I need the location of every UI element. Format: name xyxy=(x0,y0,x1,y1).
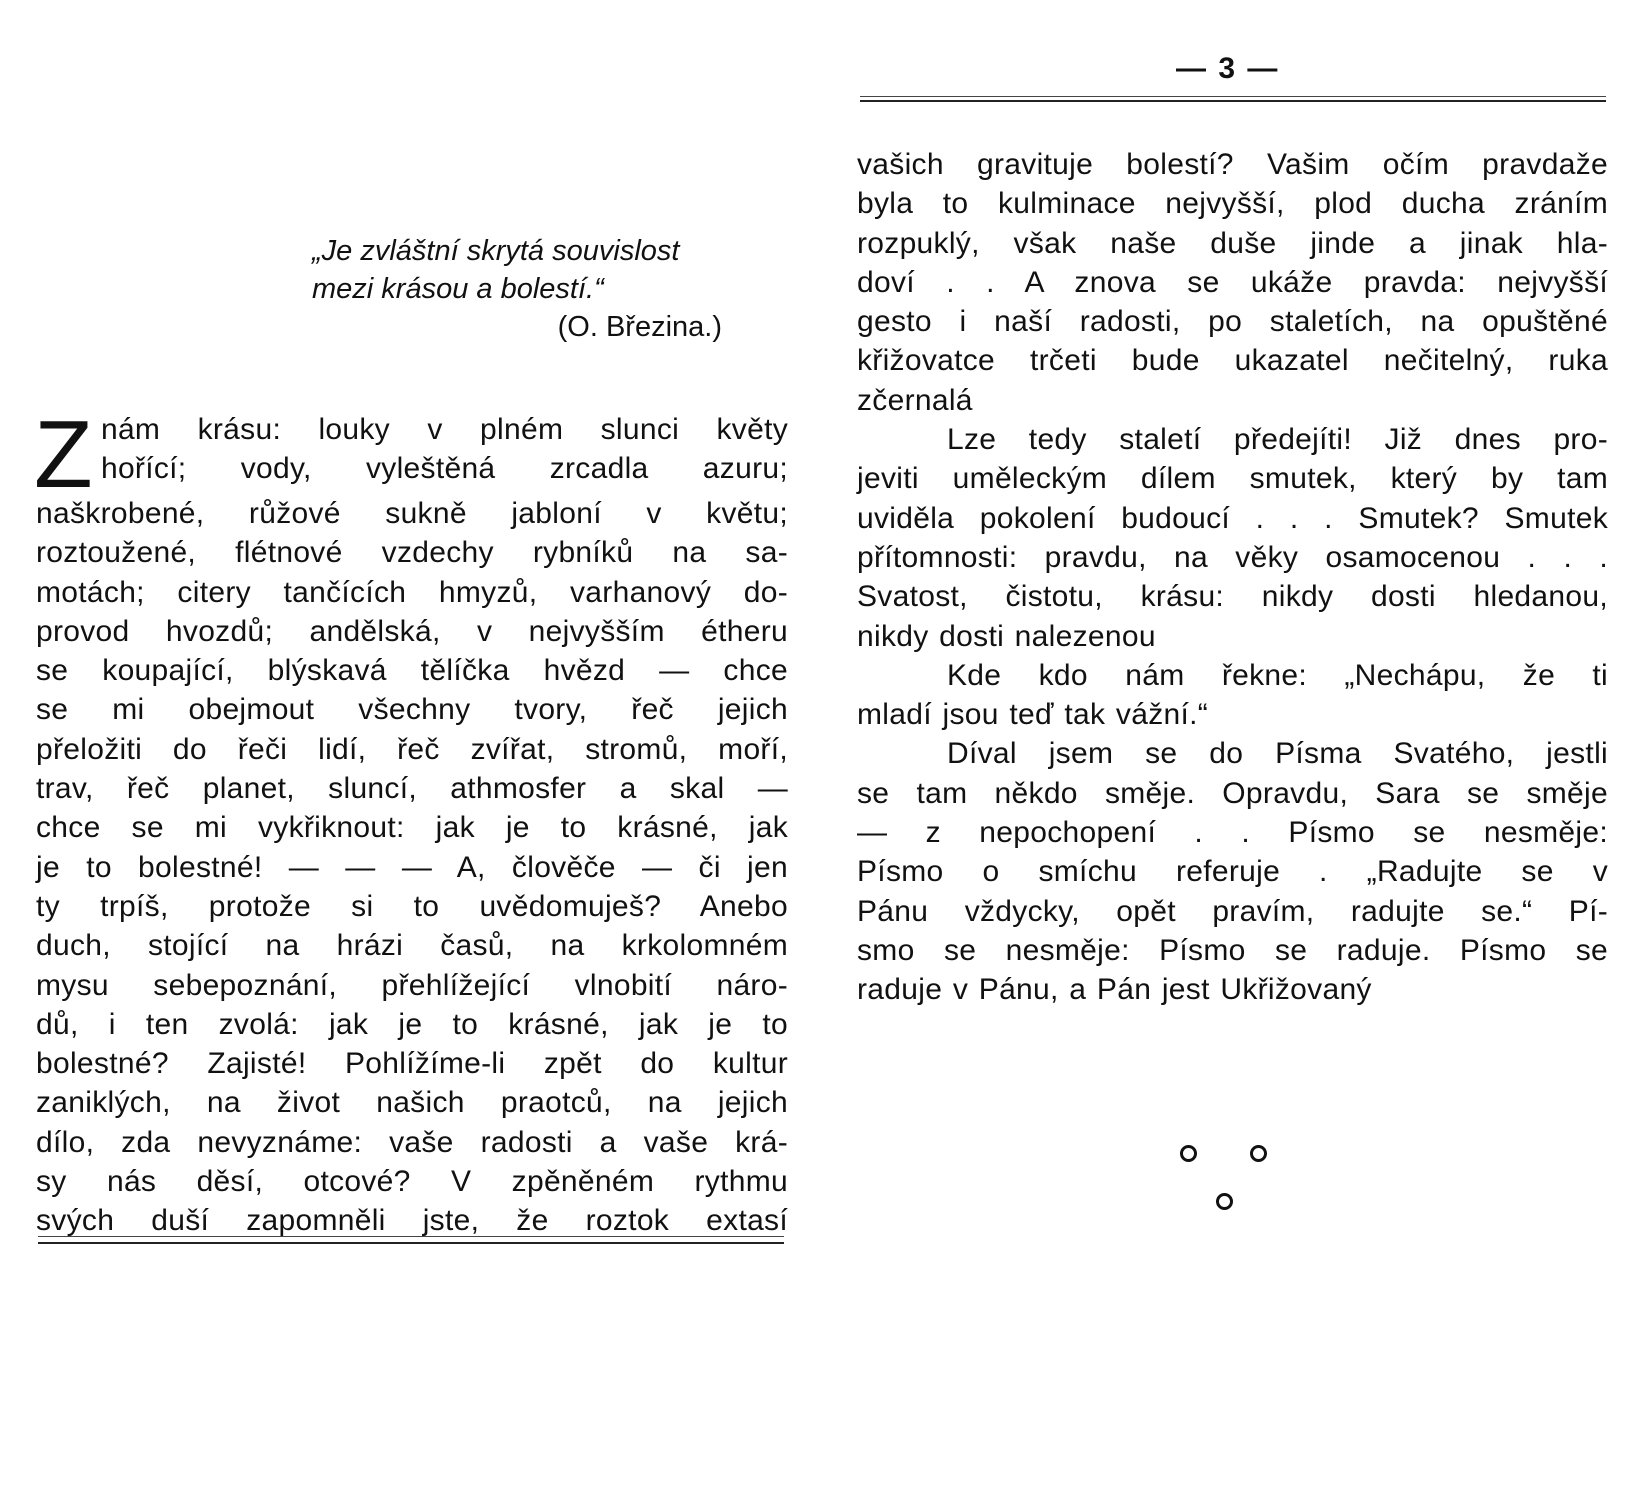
text-line: jeviti uměleckým dílem smutek, který by tam xyxy=(857,462,1608,496)
text-line: gesto i naší radosti, po staletích, na opuštěné xyxy=(857,305,1608,339)
header-rule-thin xyxy=(860,96,1606,97)
text-line: Písmo o smíchu referuje . „Radujte se v xyxy=(857,855,1608,889)
footer-rule xyxy=(38,1242,784,1244)
ornament-dot xyxy=(1216,1193,1233,1210)
text-line: smo se nesměje: Písmo se raduje. Písmo se xyxy=(857,933,1608,967)
text-line: se koupající, blýskavá tělíčka hvězd — chce xyxy=(36,654,788,688)
text-line: nikdy dosti nalezenou xyxy=(857,619,1156,653)
text-line: roztoužené, flétnové vzdechy rybníků na sa- xyxy=(36,536,788,570)
motto-author: (O. Březina.) xyxy=(557,311,722,343)
text-line: rozpuklý, však naše duše jinde a jinak hla- xyxy=(857,226,1608,260)
text-line: chce se mi vykřiknout: jak je to krásné, jak xyxy=(36,811,788,845)
text-line: svých duší zapomněli jste, že roztok extasí xyxy=(36,1204,788,1238)
text-line: duch, stojící na hrázi časů, na krkolomném xyxy=(36,929,788,963)
text-line: se tam někdo směje. Opravdu, Sara se směje xyxy=(857,776,1608,810)
text-line: se mi obejmout všechny tvory, řeč jejich xyxy=(36,693,788,727)
text-line: Kde kdo nám řekne: „Nechápu, že ti xyxy=(947,658,1608,692)
text-line: Díval jsem se do Písma Svatého, jestli xyxy=(947,737,1608,771)
ornament-dot xyxy=(1180,1145,1197,1162)
drop-cap: Z xyxy=(34,401,93,508)
text-line: hořící; vody, vyleštěná zrcadla azuru; xyxy=(100,452,788,486)
right-column xyxy=(857,145,1608,1010)
left-column xyxy=(34,401,788,1241)
ornament-dot xyxy=(1250,1145,1267,1162)
page-number: — 3 — xyxy=(1176,52,1280,85)
text-line: trav, řeč planet, sluncí, athmosfer a skal — xyxy=(36,772,788,806)
text-line: motách; citery tančících hmyzů, varhanový do- xyxy=(36,575,788,609)
text-line: Lze tedy staletí předejíti! Již dnes pro- xyxy=(947,423,1608,457)
motto-line-2: mezi krásou a bolestí.“ xyxy=(312,273,604,305)
text-line: naškrobené, růžové sukně jabloní v květu; xyxy=(36,497,788,530)
text-line: křižovatce trčeti bude ukazatel nečitelný, ruka xyxy=(857,344,1608,378)
text-line: ty trpíš, protože si to uvědomuješ? Anebo xyxy=(36,889,788,923)
motto xyxy=(312,232,752,346)
text-line: doví . . A znova se ukáže pravda: nejvyšší xyxy=(857,265,1608,299)
text-line: raduje v Pánu, a Pán jest Ukřižovaný xyxy=(857,973,1372,1007)
text-line: — z nepochopení . . Písmo se nesměje: xyxy=(857,816,1608,850)
text-line: provod hvozdů; andělská, v nejvyšším étheru xyxy=(36,614,788,648)
text-line: sy nás děsí, otcové? V zpěněném rythmu xyxy=(36,1165,788,1199)
motto-line-1: „Je zvláštní skrytá souvislost xyxy=(312,235,680,267)
header-rule xyxy=(860,100,1606,102)
ornament-dots xyxy=(1180,1145,1270,1235)
text-line: Svatost, čistotu, krásu: nikdy dosti hledanou, xyxy=(857,580,1608,614)
text-line: je to bolestné! — — — A, člověče — či jen xyxy=(36,850,788,884)
text-line: vašich gravituje bolestí? Vašim očím pravdaže xyxy=(857,148,1608,181)
text-line: uviděla pokolení budoucí . . . Smutek? Smutek xyxy=(857,501,1608,535)
text-line: Pánu vždycky, opět pravím, radujte se.“ Pí- xyxy=(857,894,1608,928)
text-line: dů, i ten zvolá: jak je to krásné, jak je to xyxy=(36,1007,788,1041)
text-line: dílo, zda nevyznáme: vaše radosti a vaše krá- xyxy=(36,1125,788,1159)
footer-rule-thin xyxy=(38,1236,784,1237)
text-line: přítomnosti: pravdu, na věky osamocenou . . . xyxy=(857,540,1608,574)
text-line: bolestné? Zajisté! Pohlížíme-li zpět do kultur xyxy=(36,1047,788,1081)
text-line: nám krásu: louky v plném slunci květy xyxy=(100,413,788,446)
text-line: zaniklých, na život našich praotců, na jejich xyxy=(36,1086,788,1120)
text-line: mladí jsou teď tak vážní.“ xyxy=(857,698,1209,732)
text-line: přeložiti do řeči lidí, řeč zvířat, stromů, moří, xyxy=(36,732,788,766)
text-line: mysu sebepoznání, přehlížející vlnobití náro- xyxy=(36,968,788,1002)
text-line: byla to kulminace nejvyšší, plod ducha zráním xyxy=(857,187,1608,221)
text-line: zčernalá xyxy=(857,383,973,417)
